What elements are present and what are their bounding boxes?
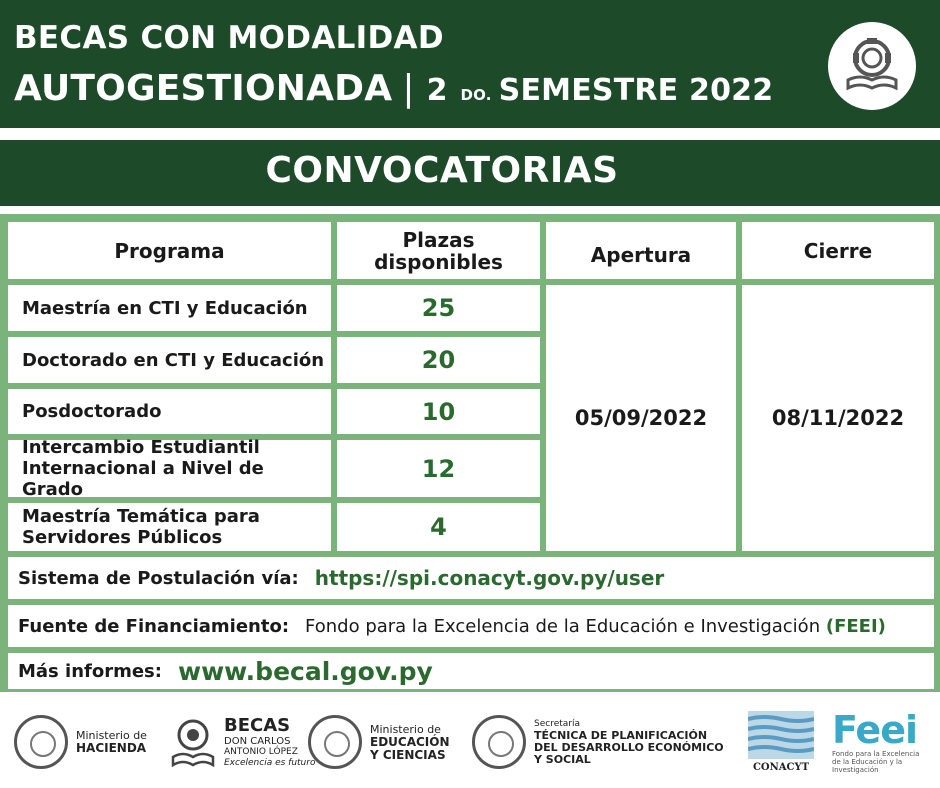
seats-row-5: 4 [337, 503, 540, 551]
application-system-label: Sistema de Postulación vía: [18, 567, 299, 589]
educacion-line3: Y CIENCIAS [370, 747, 446, 762]
becas-line1: BECAS [224, 714, 291, 736]
logo-hacienda [14, 696, 147, 788]
page-title: CONVOCATORIAS [265, 150, 619, 191]
logo-stp [472, 696, 724, 788]
conacyt-waves-icon [748, 711, 814, 759]
hacienda-line1: Ministerio de [76, 729, 147, 742]
calls-table [0, 214, 940, 692]
logo-feei [832, 696, 940, 788]
header-line1: BECAS CON MODALIDAD [14, 20, 444, 56]
funding-label: Fuente de Financiamiento: [18, 615, 290, 637]
becas-line2: DON CARLOS [224, 735, 291, 747]
header-apertura: Apertura [546, 222, 736, 279]
funding-abbr: (FEEI) [825, 615, 886, 637]
semester-number: 2 [426, 73, 448, 108]
conacyt-label: CONACYT [752, 762, 810, 773]
header-autogestionada: AUTOGESTIONADA [14, 68, 393, 109]
becal-book-logo-icon [828, 22, 916, 110]
program-row-4: Intercambio Estudiantil Internacional a Nivel de Grado [8, 440, 331, 497]
opening-date: 05/09/2022 [546, 285, 736, 551]
program-row-1: Maestría en CTI y Educación [8, 285, 331, 331]
educacion-line1: Ministerio de [370, 722, 441, 736]
stp-line4: Y SOCIAL [534, 753, 591, 766]
becas-line4: Excelencia es futuro [224, 757, 316, 768]
funding-name: Fondo para la Excelencia de la Educación e Investigación [305, 615, 821, 637]
educacion-line2: EDUCACIÓN [370, 734, 450, 749]
funding-text [305, 616, 886, 637]
logo-conacyt [748, 696, 814, 788]
application-system-row [8, 557, 934, 599]
logo-becas [170, 696, 315, 788]
closing-date: 08/11/2022 [742, 285, 934, 551]
seats-row-2: 20 [337, 337, 540, 383]
logo-educacion [308, 696, 450, 788]
sponsor-logos [0, 696, 940, 788]
program-row-5: Maestría Temática para Servidores Públicos [8, 503, 331, 551]
header-separator: | [402, 68, 415, 109]
stp-line3: DEL DESARROLLO ECONÓMICO [534, 741, 724, 754]
becas-line3: ANTONIO LÓPEZ [224, 746, 298, 757]
header-banner [0, 0, 940, 128]
seats-row-1: 25 [337, 285, 540, 331]
header-cierre: Cierre [742, 222, 934, 279]
semester-text: SEMESTRE 2022 [498, 73, 774, 108]
seats-row-4: 12 [337, 440, 540, 497]
funding-row [8, 605, 934, 647]
more-info-row [8, 653, 934, 689]
program-row-2: Doctorado en CTI y Educación [8, 337, 331, 383]
seats-row-3: 10 [337, 389, 540, 434]
stp-line2: TÉCNICA DE PLANIFICACIÓN [534, 729, 708, 742]
paraguay-seal-icon [308, 715, 362, 769]
header-line2 [14, 68, 773, 109]
application-system-link[interactable]: https://spi.conacyt.gov.py/user [314, 566, 665, 590]
becas-emblem-icon [170, 715, 216, 769]
paraguay-seal-icon [472, 715, 526, 769]
feei-wordmark: Feei [832, 708, 917, 752]
feei-line2: de la Educación y la Investigación [832, 758, 903, 774]
semester-ordinal: DO. [460, 86, 492, 104]
paraguay-seal-icon [14, 715, 68, 769]
feei-line1: Fondo para la Excelencia [832, 750, 920, 758]
program-row-3: Posdoctorado [8, 389, 331, 434]
hacienda-line2: HACIENDA [76, 741, 147, 755]
stp-line1: Secretaría [534, 719, 580, 729]
header-programa: Programa [8, 222, 331, 279]
more-info-link[interactable]: www.becal.gov.py [177, 656, 433, 686]
more-info-label: Más informes: [18, 660, 162, 682]
header-plazas: Plazas disponibles [337, 222, 540, 279]
